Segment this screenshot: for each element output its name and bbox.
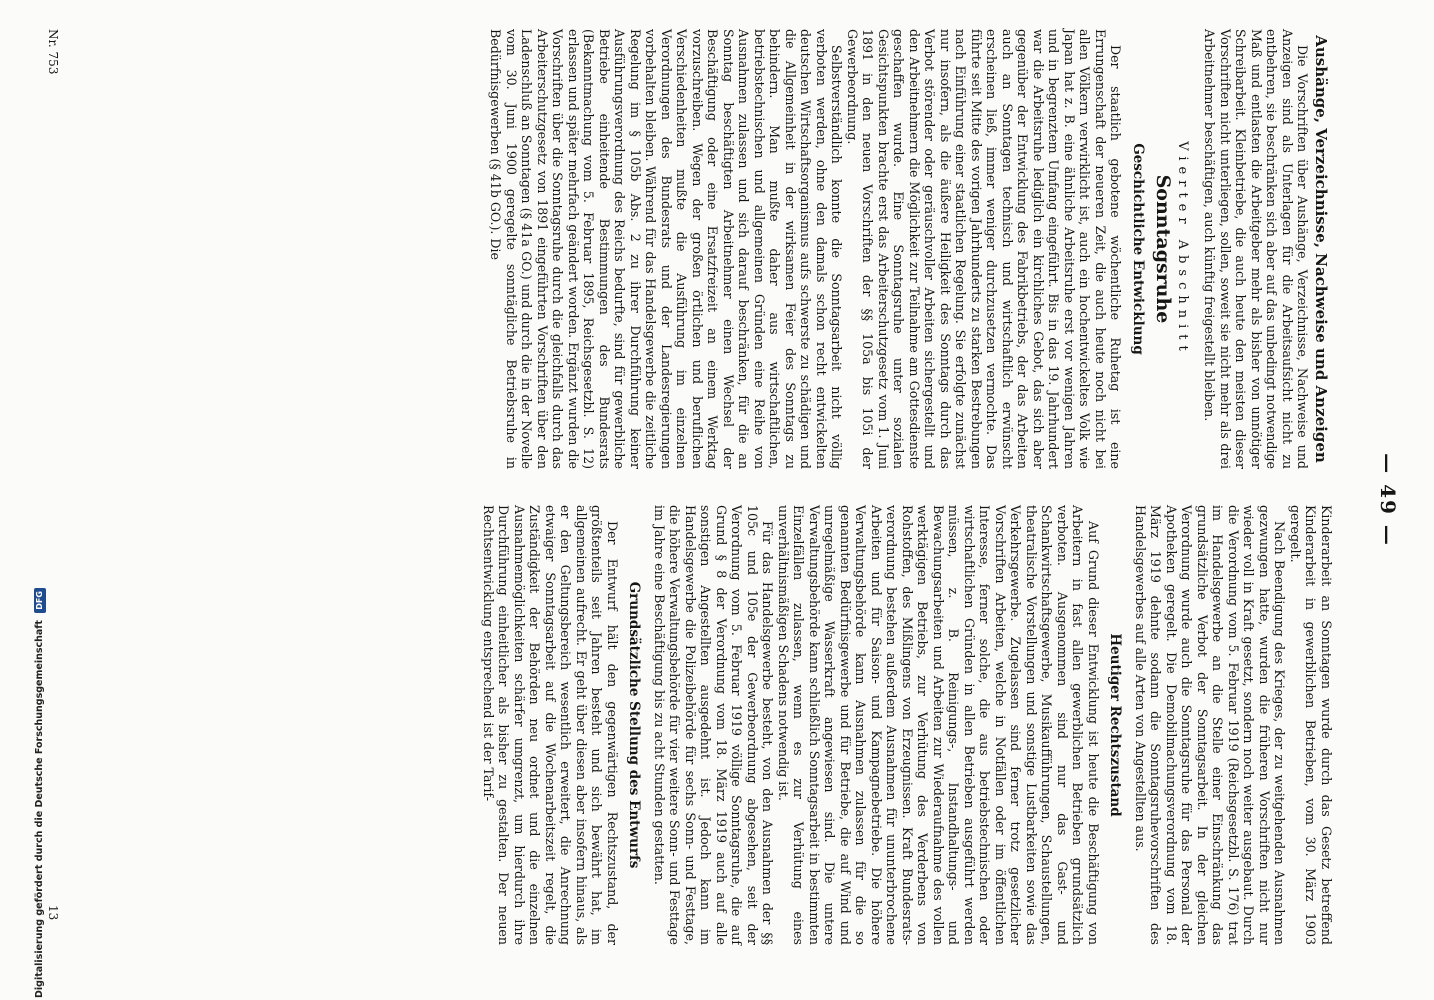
paragraph-history-1: Der staatlich gebotene wöchentliche Ruhetag ist eine Errungenschaft der neueren Zeit, die auch heute noch nicht bei allen Völkern verwirklicht ist, auch ein hochentwickeltes Volk wie Japan hat z. B. eine ähnliche Arbeitsruhe erst vor wenigen Jahren und in begrenztem Umfang eingeführt. Bis in das 19. Jahrhundert war die Arbeitsruhe lediglich ein kirchliches Gebot, das sich aber gegenüber der Entwicklung des Fabrikbetriebs, der das Arbeiten auch an Sonntagen technisch und wirtschaftlich erwünscht erscheinen ließ, immer weniger durchzusetzen vermochte. Das führte seit Mitte des vorigen Jahrhunderts zu starken Bestrebungen nach Einführung einer staatlichen Regelung. Sie erfolgte zunächst nur insofern, als die äußere Heiligkeit des Sonntags durch das Verbot störender oder geräuschvoller Arbeiten sichergestellt und den Arbeitnehmern die Möglichkeit zur Teilnahme am Gottesdienste geschaffen wurde. Eine Sonntagsruhe unter sozialen Gesichtspunkten brachte erst das Arbeiterschutzgesetz vom 1. Juni 1891 in den neuen Vorschriften der §§ 105a bis 105i der Gewerbeordnung. xyxy=(845,29,1124,469)
digitization-note-text: Digitalisierung gefördert durch die Deutsche Forschungsgemeinschaft xyxy=(34,620,45,998)
paragraph-aushaenge: Die Vorschriften über Aushänge, Verzeichnisse, Nachweise und Anzeigen sind als Unterlagen für die Arbeitsaufsicht nicht zu entbehren, sie beschränken sich aber auf das unbedingt notwendige Maß und entlasten die Arbeitgeber mehr als bisher von unnötiger Schreibarbeit. Kleinbetriebe, die auch heute den meisten dieser Vorschriften nicht unterliegen, sollen, soweit sie nicht mehr als drei Arbeitnehmer beschäftigen, auch künftig freigestellt bleiben. xyxy=(1202,29,1311,469)
sheet-number: 13 xyxy=(46,905,60,921)
section-label: Vierter Abschnitt xyxy=(1175,141,1190,357)
paragraph-kinderarbeit: Kinderarbeit an Sonntagen wurde durch das Gesetz betreffend Kinderarbeit in gewerblichen Betrieben, vom 30. März 1903 geregelt. xyxy=(1288,505,1334,945)
right-column xyxy=(481,505,1335,945)
scanned-page xyxy=(22,5,1412,995)
subheading-current-law: Heutiger Rechtszustand xyxy=(1107,633,1124,817)
left-column xyxy=(488,29,1334,469)
paragraph-current-1: Auf Grund dieser Entwicklung ist heute die Beschäftigung von Arbeitern in fast allen gewerblichen Betrieben grundsätzlich verboten. Ausgenommen sind nur das Gast- und Schankwirtschaftsgewerbe, Musikaufführungen, Schaustellungen, theatralische Vorstellungen und sonstige Lustbarkeiten sowie das Verkehrsgewerbe. Zugelassen sind ferner trotz gesetzlicher Vorschriften Arbeiten, welche in Notfällen oder im öffentlichen Interesse, ferner solche, die aus betriebstechnischen oder wirtschaftlichen Gründen in allen Betrieben ausgeführt werden müssen, z. B. Reinigungs-, Instandhaltungs- und Bewachungsarbeiten und Arbeiten zur Wiederaufnahme des vollen werktägigen Betriebs, zur Verhütung des Verderbens von Rohstoffen, des Mißlingens von Erzeugnissen. Kraft Bundesrats-verordnung bestehen außerdem Ausnahmen für ununterbrochene Arbeiten und für Saison- und Kampagnebetriebe. Die höhere Verwaltungsbehörde kann Ausnahmen zulassen für die so genannten Bedürfnisgewerbe und für Betriebe, die auf Wind und unregelmäßige Wasserkraft angewiesen sind. Die untere Verwaltungsbehörde kann schließlich Sonntagsarbeit in bestimmten Einzelfällen zulassen, wenn es zur Verhütung eines unverhältnismäßigen Schadens notwendig ist. xyxy=(776,505,1101,945)
paragraph-current-2: Für das Handelsgewerbe besteht, von den Ausnahmen der §§ 105c und 105e der Gewerbeordnung abgesehen, seit der Verordnung vom 5. Februar 1919 völlige Sonntagsruhe, die auf Grund § 8 der Verordnung vom 18. März 1919 auch auf alle sonstigen Angestellten ausgedehnt ist. Jedoch kann im Handelsgewerbe die Polizeibehörde für sechs Sonn- und Festtage, die höhere Verwaltungsbehörde für vier weitere Sonn- und Festtage im Jahre eine Beschäftigung bis zu acht Stunden gestatten. xyxy=(652,505,776,945)
subheading-history: Geschichtliche Entwicklung xyxy=(1130,143,1146,355)
subheading-draft: Grundsätzliche Stellung des Entwurfs xyxy=(626,581,643,869)
signature-mark: Nr. 753 xyxy=(46,29,60,75)
dfg-logo: DFG xyxy=(34,588,46,613)
paragraph-draft: Der Entwurf hält den gegenwärtigen Rechtszustand, der größtenteils seit Jahren besteht und sich bewährt hat, im allgemeinen aufrecht. Er geht über diesen aber insofern hinaus, als er den Geltungsbereich wesentlich erweitert, die Anrechnung etwaiger Sonntagsarbeit auf die Wochenarbeitszeit regelt, die Zuständigkeit der Behörden neu ordnet und die einzelnen Ausnahmemöglichkeiten schärfer umgrenzt, um hierdurch ihre Durchführung einheitlicher als bisher zu gestalten. Der neuen Rechtsentwicklung entsprechend ist der Tarif- xyxy=(481,505,620,945)
digitization-note xyxy=(30,22,50,998)
section-title: Sonntagsruhe xyxy=(1152,174,1175,324)
section-heading-aushaenge: Aushänge, Verzeichnisse, Nachweise und Anzeigen xyxy=(1312,35,1330,463)
paragraph-history-2: Selbstverständlich konnte die Sonntagsarbeit nicht völlig verboten werden, ohne den damals schon recht entwickelten deutschen Wirtschaftsorganismus aufs schwerste zu schädigen und die Allgemeinheit in der wirksamen Feier des Sonntags zu behindern. Man mußte daher aus wirtschaftlichen, betriebstechnischen und allgemeinen Gründen eine Reihe von Ausnahmen zulassen und sich darauf beschränken, für die an Sonntag beschäftigten Arbeitnehmer einen Wechsel der Beschäftigung oder eine Ersatzfreizeit an einem Werktag vorzuschreiben. Wegen der großen örtlichen und beruflichen Verschiedenheiten mußte die Ausführung im einzelnen Verordnungen des Bundesrats und der Landesregierungen vorbehalten bleiben. Während für das Handelsgewerbe die zeitliche Regelung im § 105b Abs. 2 zu ihrer Durchführung keiner Ausführungsverordnung des Reichs bedurfte, sind für gewerbliche Betriebe einheitende Bestimmungen des Bundesrats (Bekanntmachung vom 5. Februar 1895, Reichsgesetzbl. S. 12) erlassen und später mehrfach geändert worden. Ergänzt wurden die Vorschriften über die Sonntagsruhe durch die gleichfalls durch das Arbeiterschutzgesetz von 1891 eingeführten Vorschriften über den Ladenschluß an Sonntagen (§ 41a GO.) und durch die in der Novelle vom 30. Juni 1900 geregelte sonntägliche Betriebsruhe in Bedürfnisgewerben (§ 41b GO.). Die xyxy=(488,29,845,469)
page-number: — 49 — xyxy=(1376,453,1400,547)
paragraph-krieg: Nach Beendigung des Krieges, der zu weitgehenden Ausnahmen gezwungen hatte, wurden die früheren Vorschriften nicht nur wieder voll in Kraft gesetzt, sondern noch weiter ausgebaut. Durch die Verordnung vom 5. Februar 1919 (Reichsgesetzbl. S. 176) trat im Handelsgewerbe an die Stelle einer Einschränkung das grundsätzliche Verbot der Sonntagsarbeit. In der gleichen Verordnung wurde auch die Sonntagsruhe für das Personal der Apotheken geregelt. Die Demobilmachungsverordnung vom 18. März 1919 dehnte sodann die Sonntagsruhevorschriften des Handelsgewerbes auf alle Arten von Angestellten aus. xyxy=(1133,505,1288,945)
